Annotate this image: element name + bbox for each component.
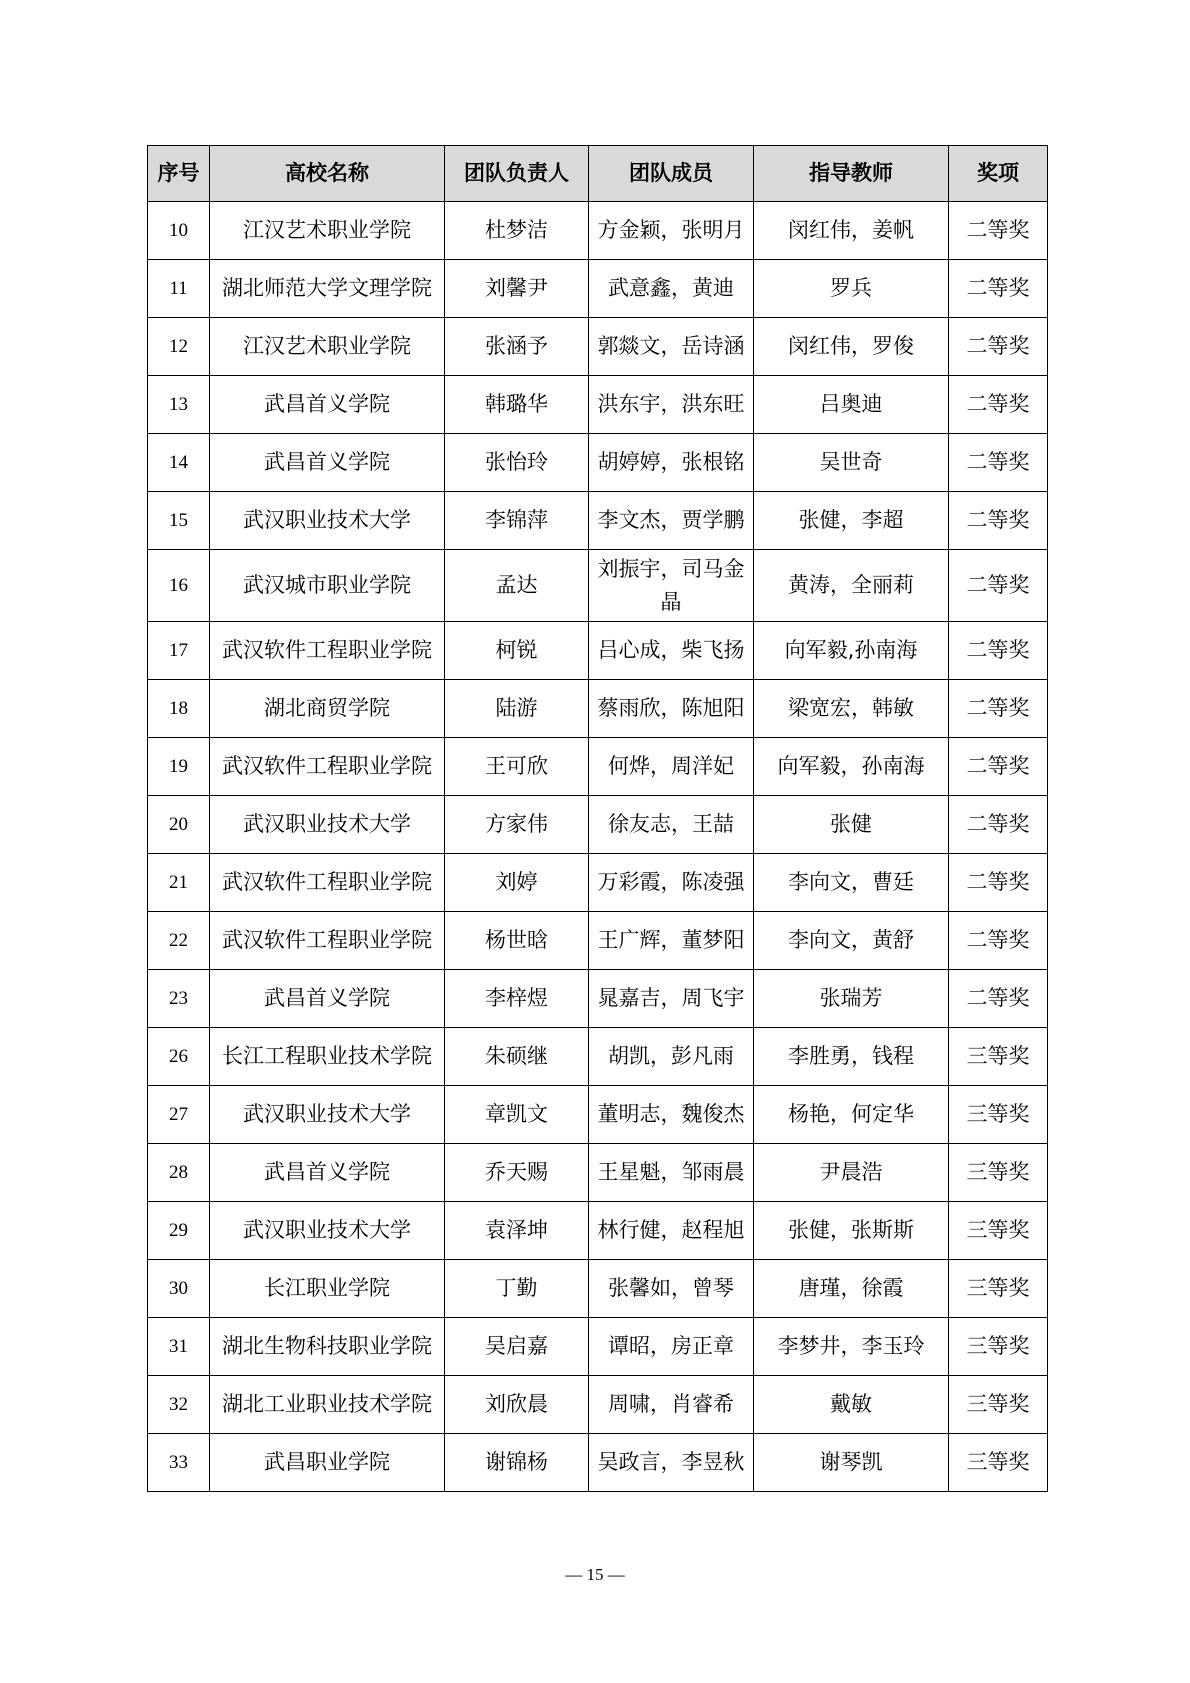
cell-leader: 孟达 [445, 550, 589, 622]
cell-advisors: 吕奥迪 [754, 376, 949, 434]
header-members: 团队成员 [589, 146, 754, 202]
cell-school: 武汉职业技术大学 [210, 1202, 445, 1260]
cell-members: 吕心成，柴飞扬 [589, 622, 754, 680]
cell-advisors: 李向文，黄舒 [754, 912, 949, 970]
header-leader: 团队负责人 [445, 146, 589, 202]
cell-no: 15 [148, 492, 210, 550]
table-row [148, 260, 1048, 318]
cell-award: 二等奖 [949, 854, 1048, 912]
cell-advisors: 罗兵 [754, 260, 949, 318]
table-row [148, 738, 1048, 796]
cell-school: 湖北工业职业技术学院 [210, 1376, 445, 1434]
cell-school: 江汉艺术职业学院 [210, 318, 445, 376]
cell-school: 武昌职业学院 [210, 1434, 445, 1492]
cell-no: 14 [148, 434, 210, 492]
cell-award: 二等奖 [949, 550, 1048, 622]
cell-no: 31 [148, 1318, 210, 1376]
cell-no: 13 [148, 376, 210, 434]
cell-no: 23 [148, 970, 210, 1028]
cell-award: 二等奖 [949, 318, 1048, 376]
cell-no: 18 [148, 680, 210, 738]
table-row [148, 854, 1048, 912]
table-row [148, 1028, 1048, 1086]
table-row [148, 492, 1048, 550]
cell-members: 周啸，肖睿希 [589, 1376, 754, 1434]
cell-no: 12 [148, 318, 210, 376]
table-row [148, 202, 1048, 260]
cell-leader: 杜梦洁 [445, 202, 589, 260]
cell-leader: 方家伟 [445, 796, 589, 854]
cell-no: 30 [148, 1260, 210, 1318]
cell-leader: 袁泽坤 [445, 1202, 589, 1260]
cell-leader: 杨世晗 [445, 912, 589, 970]
cell-award: 三等奖 [949, 1028, 1048, 1086]
cell-school: 武汉软件工程职业学院 [210, 738, 445, 796]
cell-award: 三等奖 [949, 1144, 1048, 1202]
cell-no: 20 [148, 796, 210, 854]
cell-leader: 乔天赐 [445, 1144, 589, 1202]
cell-leader: 谢锦杨 [445, 1434, 589, 1492]
table-row [148, 796, 1048, 854]
cell-no: 27 [148, 1086, 210, 1144]
cell-leader: 丁勤 [445, 1260, 589, 1318]
cell-school: 江汉艺术职业学院 [210, 202, 445, 260]
cell-advisors: 李向文，曹廷 [754, 854, 949, 912]
cell-members: 李文杰，贾学鹏 [589, 492, 754, 550]
cell-members: 林行健，赵程旭 [589, 1202, 754, 1260]
cell-no: 33 [148, 1434, 210, 1492]
cell-advisors: 杨艳，何定华 [754, 1086, 949, 1144]
cell-award: 三等奖 [949, 1318, 1048, 1376]
cell-leader: 李梓煜 [445, 970, 589, 1028]
cell-award: 三等奖 [949, 1202, 1048, 1260]
cell-advisors: 谢琴凯 [754, 1434, 949, 1492]
cell-members: 晁嘉吉，周飞宇 [589, 970, 754, 1028]
table-row [148, 1376, 1048, 1434]
cell-school: 武汉职业技术大学 [210, 796, 445, 854]
cell-no: 28 [148, 1144, 210, 1202]
cell-school: 长江职业学院 [210, 1260, 445, 1318]
table-row [148, 622, 1048, 680]
cell-no: 29 [148, 1202, 210, 1260]
cell-no: 32 [148, 1376, 210, 1434]
table-row [148, 912, 1048, 970]
cell-no: 11 [148, 260, 210, 318]
cell-school: 武汉软件工程职业学院 [210, 912, 445, 970]
cell-leader: 张涵予 [445, 318, 589, 376]
cell-award: 二等奖 [949, 796, 1048, 854]
cell-award: 二等奖 [949, 260, 1048, 318]
cell-advisors: 梁宽宏，韩敏 [754, 680, 949, 738]
table-row [148, 1318, 1048, 1376]
cell-advisors: 戴敏 [754, 1376, 949, 1434]
cell-award: 二等奖 [949, 434, 1048, 492]
table-row [148, 970, 1048, 1028]
cell-no: 19 [148, 738, 210, 796]
cell-school: 武汉软件工程职业学院 [210, 854, 445, 912]
cell-advisors: 李胜勇，钱程 [754, 1028, 949, 1086]
cell-award: 二等奖 [949, 738, 1048, 796]
cell-advisors: 张健 [754, 796, 949, 854]
cell-members: 胡凯，彭凡雨 [589, 1028, 754, 1086]
cell-school: 武汉职业技术大学 [210, 492, 445, 550]
cell-members: 董明志，魏俊杰 [589, 1086, 754, 1144]
cell-leader: 刘馨尹 [445, 260, 589, 318]
cell-members: 万彩霞，陈凌强 [589, 854, 754, 912]
cell-members: 蔡雨欣，陈旭阳 [589, 680, 754, 738]
cell-members: 洪东宇，洪东旺 [589, 376, 754, 434]
table-row [148, 1202, 1048, 1260]
header-no: 序号 [148, 146, 210, 202]
table-row [148, 318, 1048, 376]
page-number: — 15 — [565, 1565, 625, 1584]
cell-advisors: 尹晨浩 [754, 1144, 949, 1202]
cell-award: 二等奖 [949, 680, 1048, 738]
cell-advisors: 唐瑾，徐霞 [754, 1260, 949, 1318]
table-row [148, 376, 1048, 434]
header-award: 奖项 [949, 146, 1048, 202]
cell-no: 26 [148, 1028, 210, 1086]
table-row [148, 1144, 1048, 1202]
cell-leader: 韩璐华 [445, 376, 589, 434]
cell-school: 湖北师范大学文理学院 [210, 260, 445, 318]
cell-no: 10 [148, 202, 210, 260]
cell-members: 郭燚文，岳诗涵 [589, 318, 754, 376]
cell-leader: 章凯文 [445, 1086, 589, 1144]
cell-leader: 李锦萍 [445, 492, 589, 550]
cell-leader: 张怡玲 [445, 434, 589, 492]
cell-members: 王星魁，邹雨晨 [589, 1144, 754, 1202]
table-row [148, 1086, 1048, 1144]
cell-award: 三等奖 [949, 1260, 1048, 1318]
cell-members: 王广辉，董梦阳 [589, 912, 754, 970]
cell-no: 16 [148, 550, 210, 622]
cell-award: 二等奖 [949, 912, 1048, 970]
cell-advisors: 向军毅，孙南海 [754, 738, 949, 796]
cell-no: 17 [148, 622, 210, 680]
cell-leader: 刘欣晨 [445, 1376, 589, 1434]
cell-advisors: 黄涛，全丽莉 [754, 550, 949, 622]
cell-school: 湖北生物科技职业学院 [210, 1318, 445, 1376]
cell-members: 刘振宇，司马金晶 [589, 550, 754, 622]
cell-school: 湖北商贸学院 [210, 680, 445, 738]
cell-leader: 朱硕继 [445, 1028, 589, 1086]
cell-school: 武汉软件工程职业学院 [210, 622, 445, 680]
cell-award: 二等奖 [949, 376, 1048, 434]
cell-leader: 吴启嘉 [445, 1318, 589, 1376]
table-row [148, 680, 1048, 738]
cell-award: 二等奖 [949, 622, 1048, 680]
cell-award: 二等奖 [949, 970, 1048, 1028]
cell-award: 二等奖 [949, 492, 1048, 550]
table-row [148, 1434, 1048, 1492]
cell-award: 三等奖 [949, 1434, 1048, 1492]
cell-leader: 柯锐 [445, 622, 589, 680]
table-row [148, 434, 1048, 492]
header-school: 高校名称 [210, 146, 445, 202]
table-header-row [148, 146, 1048, 202]
cell-award: 三等奖 [949, 1376, 1048, 1434]
cell-members: 吴政言，李昱秋 [589, 1434, 754, 1492]
cell-no: 21 [148, 854, 210, 912]
cell-leader: 陆游 [445, 680, 589, 738]
table-row [148, 550, 1048, 622]
cell-advisors: 吴世奇 [754, 434, 949, 492]
cell-members: 方金颖，张明月 [589, 202, 754, 260]
cell-members: 谭昭，房正章 [589, 1318, 754, 1376]
cell-advisors: 张健，李超 [754, 492, 949, 550]
cell-members: 武意鑫，黄迪 [589, 260, 754, 318]
header-advisors: 指导教师 [754, 146, 949, 202]
cell-school: 武汉城市职业学院 [210, 550, 445, 622]
cell-award: 二等奖 [949, 202, 1048, 260]
cell-leader: 刘婷 [445, 854, 589, 912]
cell-advisors: 闵红伟，姜帆 [754, 202, 949, 260]
cell-members: 徐友志，王喆 [589, 796, 754, 854]
cell-advisors: 李梦井，李玉玲 [754, 1318, 949, 1376]
cell-members: 何烨，周洋妃 [589, 738, 754, 796]
cell-advisors: 张健，张斯斯 [754, 1202, 949, 1260]
cell-school: 武昌首义学院 [210, 1144, 445, 1202]
cell-school: 武昌首义学院 [210, 376, 445, 434]
cell-award: 三等奖 [949, 1086, 1048, 1144]
table-row [148, 1260, 1048, 1318]
cell-advisors: 闵红伟，罗俊 [754, 318, 949, 376]
cell-advisors: 向军毅,孙南海 [754, 622, 949, 680]
award-table [147, 145, 1048, 1492]
cell-no: 22 [148, 912, 210, 970]
cell-school: 长江工程职业技术学院 [210, 1028, 445, 1086]
cell-school: 武汉职业技术大学 [210, 1086, 445, 1144]
cell-leader: 王可欣 [445, 738, 589, 796]
cell-advisors: 张瑞芳 [754, 970, 949, 1028]
cell-members: 胡婷婷，张根铭 [589, 434, 754, 492]
cell-school: 武昌首义学院 [210, 970, 445, 1028]
cell-members: 张馨如，曾琴 [589, 1260, 754, 1318]
cell-school: 武昌首义学院 [210, 434, 445, 492]
